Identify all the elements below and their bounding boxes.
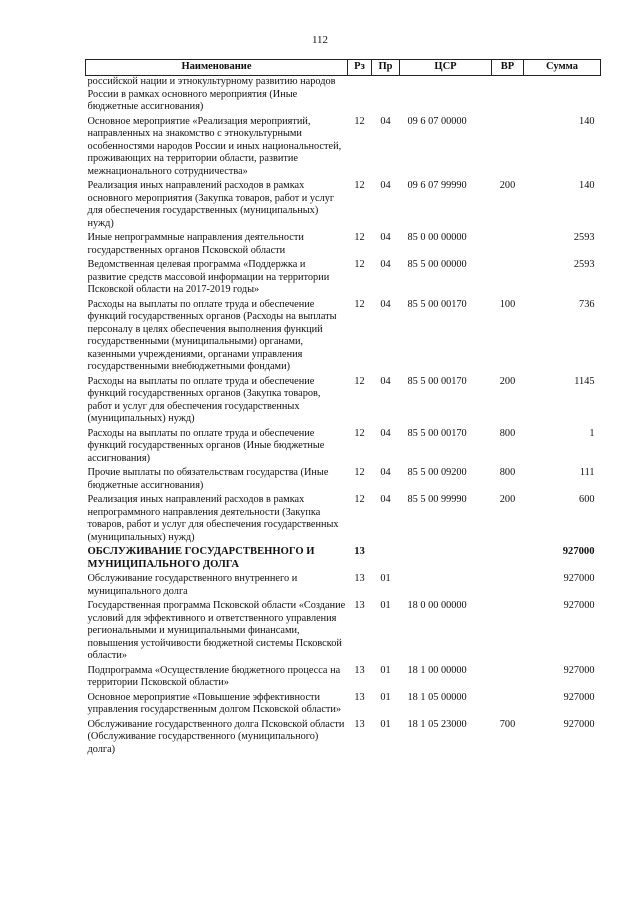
cell-vr: 700 <box>499 718 516 730</box>
cell-rz: 12 <box>354 494 365 505</box>
cell-rz: 13 <box>354 573 365 584</box>
header-name: Наименование <box>86 60 348 76</box>
cell-vr <box>492 76 524 116</box>
cell-pr: 04 <box>380 180 391 191</box>
header-pr: Пр <box>372 60 400 76</box>
table-row <box>86 600 601 665</box>
cell-csr: 85 5 00 00170 <box>407 298 467 310</box>
cell-rz: 12 <box>354 259 365 270</box>
cell-vr <box>492 116 524 181</box>
cell-csr: 18 0 00 00000 <box>407 600 467 611</box>
cell-vr: 200 <box>499 494 516 505</box>
cell-pr: 04 <box>380 259 391 270</box>
cell-rz: 13 <box>354 546 365 557</box>
cell-sum: 736 <box>579 298 595 310</box>
cell-vr <box>492 546 524 573</box>
cell-pr: 01 <box>380 664 391 676</box>
cell-csr: 85 5 00 09200 <box>407 467 467 478</box>
cell-csr: 85 5 00 99990 <box>407 494 467 505</box>
cell-sum: 927000 <box>563 691 595 703</box>
table-body <box>86 76 601 759</box>
cell-csr: 09 6 07 00000 <box>407 115 467 127</box>
cell-vr <box>492 665 524 692</box>
table-header-row <box>86 60 601 76</box>
cell-csr: 18 1 05 23000 <box>407 718 467 730</box>
cell-rz: 12 <box>354 467 365 478</box>
cell-sum: 1145 <box>574 375 595 387</box>
cell-rz: 13 <box>354 691 365 703</box>
cell-name: Основное мероприятие «Повышение эффективности управления государственным долгом Псковской области» <box>87 691 342 715</box>
header-sum: Сумма <box>524 60 601 76</box>
cell-csr: 85 5 00 00000 <box>407 259 467 270</box>
cell-name: Реализация иных направлений расходов в рамках непрограммного направления деятельности (Закупка товаров, работ и услуг для обеспечения государственных (муниципальных) нужд) <box>87 494 339 543</box>
cell-name: Иные непрограммные направления деятельности государственных органов Псковской области <box>87 232 304 256</box>
cell-name: Ведомственная целевая программа «Поддержка и развитие средств массовой информации на территории Псковской области на 2017-2019 годы» <box>87 259 330 295</box>
cell-sum: 2593 <box>573 259 595 270</box>
cell-vr <box>492 232 524 259</box>
cell-vr: 200 <box>499 180 516 191</box>
table-row <box>86 376 601 428</box>
cell-csr <box>400 546 492 573</box>
cell-vr: 800 <box>499 427 516 439</box>
cell-pr <box>372 76 400 116</box>
cell-name: Обслуживание государственного внутреннего и муниципального долга <box>87 573 298 597</box>
header-csr: ЦСР <box>400 60 492 76</box>
cell-vr: 100 <box>499 298 516 310</box>
cell-vr: 200 <box>499 375 516 387</box>
cell-name: Подпрограмма «Осуществление бюджетного процесса на территории Псковской области» <box>87 664 341 688</box>
cell-sum: 111 <box>579 467 595 478</box>
cell-name: российской нации и этнокультурному развитию народов России в рамках основного мероприятия (Иные бюджетные ассигнования) <box>87 76 336 112</box>
cell-vr <box>492 692 524 719</box>
cell-name: ОБСЛУЖИВАНИЕ ГОСУДАРСТВЕННОГО И МУНИЦИПАЛЬНОГО ДОЛГА <box>87 546 315 570</box>
cell-rz: 12 <box>354 298 365 310</box>
cell-pr: 04 <box>380 467 391 478</box>
header-rz: Рз <box>348 60 372 76</box>
cell-csr <box>400 76 492 116</box>
cell-sum: 1 <box>589 427 595 439</box>
page-number: 112 <box>311 34 329 46</box>
cell-pr: 01 <box>380 600 391 611</box>
table-row <box>86 299 601 376</box>
cell-name: Расходы на выплаты по оплате труда и обеспечение функций государственных органов (Иные бюджетные ассигнования) <box>87 427 325 464</box>
cell-sum: 927000 <box>563 664 595 676</box>
cell-rz <box>348 76 372 116</box>
cell-rz: 13 <box>354 600 365 611</box>
cell-name: Реализация иных направлений расходов в рамках основного мероприятия (Закупка товаров, работ и услуг для обеспечения государственных (муниципальных) нужд) <box>87 180 335 229</box>
cell-sum: 2593 <box>573 232 595 243</box>
table-row <box>86 719 601 759</box>
cell-rz: 13 <box>354 718 365 730</box>
cell-pr: 04 <box>380 375 391 387</box>
cell-pr: 04 <box>380 494 391 505</box>
cell-rz: 12 <box>354 115 365 127</box>
cell-csr: 85 5 00 00170 <box>407 375 467 387</box>
cell-pr: 04 <box>380 115 391 127</box>
cell-pr: 04 <box>380 232 391 243</box>
table-row <box>86 76 601 116</box>
cell-vr: 800 <box>499 467 516 478</box>
cell-pr: 01 <box>380 691 391 703</box>
cell-sum: 927000 <box>563 573 595 584</box>
cell-rz: 12 <box>354 180 365 191</box>
budget-table <box>85 59 601 758</box>
cell-name: Обслуживание государственного долга Псковской области (Обслуживание государственного (муниципального) долга) <box>87 718 345 755</box>
cell-name: Расходы на выплаты по оплате труда и обеспечение функций государственных органов (Закупка товаров, работ и услуг для обеспечения государственных (муниципальных) нужд) <box>87 375 321 424</box>
table-row <box>86 494 601 546</box>
cell-csr: 18 1 05 00000 <box>407 691 467 703</box>
cell-vr <box>492 259 524 299</box>
cell-pr <box>372 546 400 573</box>
table-row <box>86 428 601 468</box>
table-row <box>86 665 601 692</box>
table-row <box>86 232 601 259</box>
cell-sum: 927000 <box>562 546 595 557</box>
table-row <box>86 573 601 600</box>
cell-rz: 12 <box>354 375 365 387</box>
cell-csr: 09 6 07 99990 <box>407 180 467 191</box>
table-row <box>86 692 601 719</box>
cell-rz: 12 <box>354 427 365 439</box>
table-section-row <box>86 546 601 573</box>
cell-name: Основное мероприятие «Реализация мероприятий, направленных на знакомство с этнокультурными особенностями народов России и иных национальностей, проживающих на территории области, развитие межнационального сотрудничества» <box>87 115 342 177</box>
table-row <box>86 467 601 494</box>
cell-csr: 18 1 00 00000 <box>407 664 467 676</box>
cell-vr <box>492 600 524 665</box>
cell-sum: 927000 <box>563 600 595 611</box>
cell-name: Государственная программа Псковской области «Создание условий для эффективного и ответственного управления региональными и муниципальными финансами, повышения устойчивости бюджетной системы Псковской области» <box>87 600 346 661</box>
table-row <box>86 116 601 181</box>
cell-sum: 140 <box>579 115 595 127</box>
cell-sum: 927000 <box>563 718 595 730</box>
cell-csr: 85 0 00 00000 <box>407 232 467 243</box>
table-row <box>86 180 601 232</box>
cell-pr: 01 <box>380 718 391 730</box>
header-vr: ВР <box>492 60 524 76</box>
table-row <box>86 259 601 299</box>
cell-rz: 13 <box>354 664 365 676</box>
cell-vr <box>492 573 524 600</box>
cell-pr: 01 <box>380 573 391 584</box>
cell-pr: 04 <box>380 427 391 439</box>
cell-name: Расходы на выплаты по оплате труда и обеспечение функций государственных органов (Расходы на выплаты персоналу в целях обеспечения выполнения функций государственными (муниципальными) органами, казенными учреждениями, органами управления государственными внебюджетными фондами) <box>87 298 337 372</box>
cell-csr: 85 5 00 00170 <box>407 427 467 439</box>
cell-csr <box>400 573 492 600</box>
cell-sum: 140 <box>579 180 595 191</box>
cell-name: Прочие выплаты по обязательствам государства (Иные бюджетные ассигнования) <box>87 467 329 491</box>
cell-rz: 12 <box>354 232 365 243</box>
cell-sum <box>524 76 601 116</box>
cell-pr: 04 <box>380 298 391 310</box>
cell-sum: 600 <box>579 494 595 505</box>
